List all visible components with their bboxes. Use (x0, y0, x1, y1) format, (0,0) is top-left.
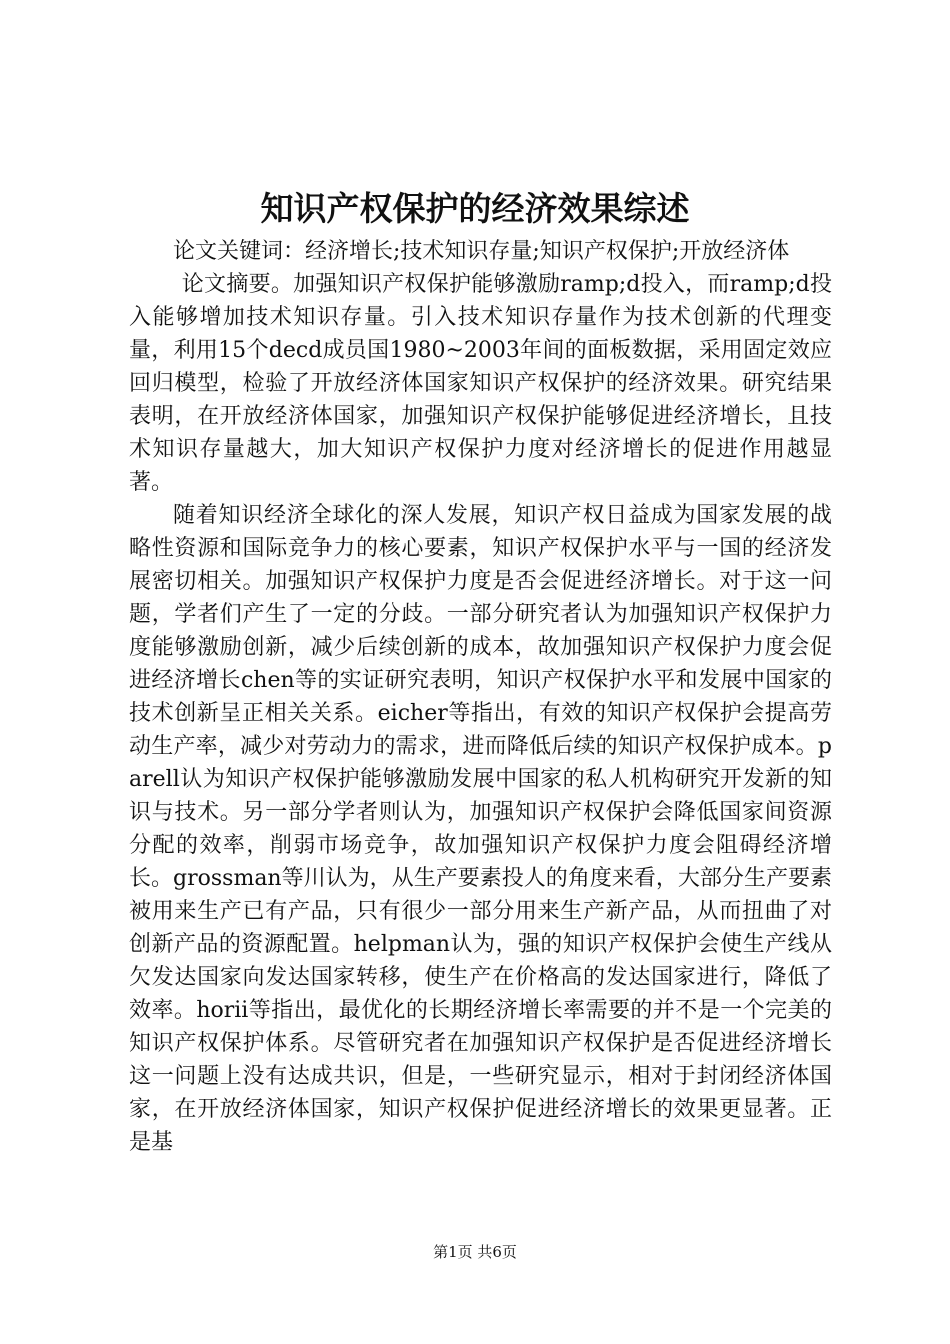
abstract-paragraph: 论文摘要。加强知识产权保护能够激励ramp;d投入，而ramp;d投入能够增加技术知识存量。引入技术知识存量作为技术创新的代理变量，利用15个decd成员国1980~2003年间的面板数据，采用固定效应回归模型，检验了开放经济体国家知识产权保护的经济效果。研究结果表明，在开放经济体国家，加强知识产权保护能够促进经济增长，且技术知识存量越大，加大知识产权保护力度对经济增长的促进作用越显著。 (129, 272, 832, 495)
keywords-paragraph: 论文关键词：经济增长;技术知识存量;知识产权保护;开放经济体 (173, 239, 790, 264)
body-paragraph: 随着知识经济全球化的深人发展，知识产权日益成为国家发展的战略性资源和国际竞争力的核心要素，知识产权保护水平与一国的经济发展密切相关。加强知识产权保护力度是否会促进经济增长。对于这一问题，学者们产生了一定的分歧。一部分研究者认为加强知识产权保护力度能够激励创新，减少后续创新的成本，故加强知识产权保护力度会促进经济增长chen等的实证研究表明，知识产权保护水平和发展中国家的技术创新呈正相关关系。eicher等指出，有效的知识产权保护会提高劳动生产率，减少对劳动力的需求，进而降低后续的知识产权保护成本。parell认为知识产权保护能够激励发展中国家的私人机构研究开发新的知识与技术。另一部分学者则认为，加强知识产权保护会降低国家间资源分配的效率，削弱市场竞争，故加强知识产权保护力度会阻碍经济增长。grossman等川认为，从生产要素投人的角度来看，大部分生产要素被用来生产已有产品，只有很少一部分用来生产新产品，从而扭曲了对创新产品的资源配置。helpman认为，强的知识产权保护会使生产线从欠发达国家向发达国家转移，使生产在价格高的发达国家进行，降低了效率。horii等指出，最优化的长期经济增长率需要的并不是一个完美的知识产权保护体系。尽管研究者在加强知识产权保护是否促进经济增长这一问题上没有达成共识，但是，一些研究显示，相对于封闭经济体国家，在开放经济体国家，知识产权保护促进经济增长的效果更显著。正是基 (129, 503, 832, 1155)
document-title: 知识产权保护的经济效果综述 (260, 189, 690, 228)
document-body (129, 235, 832, 1159)
page-number-footer: 第1页 共6页 (433, 1243, 517, 1261)
